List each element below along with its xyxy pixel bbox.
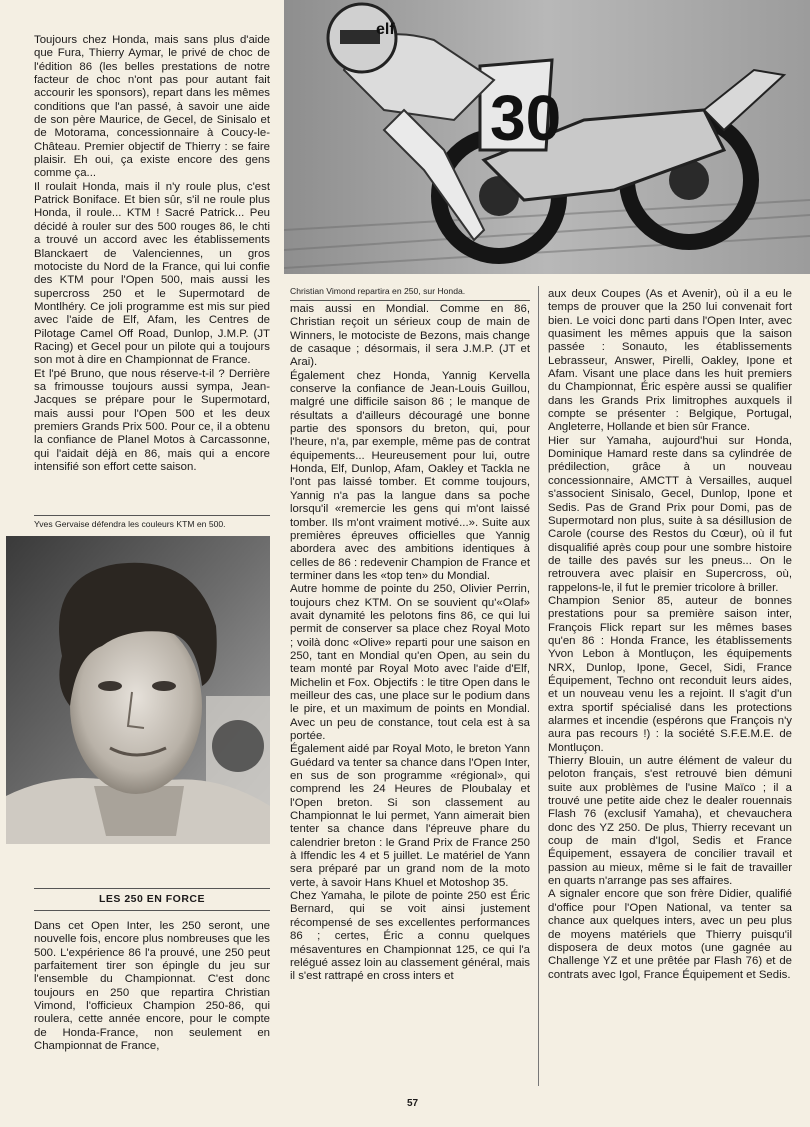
- paragraph: Champion Senior 85, auteur de bonnes prestations pour sa première saison inter, François Flick repart sur les mêmes bases qu'en 86 : Honda France, les établissements Yvon Lebon à Montluçon, les équipements NRX, Dunlop, Ipone, Gecel, Sidi, France Équipement, Techno ont reconduit leurs aides, et un nouveau venu les a rejoint. Il s'agit d'un extra sportif spécialisé dans les protections alarmes et incendie (espérons que François n'y aura pas recours !) : la société S.F.E.M.E. de Montluçon.: [548, 594, 792, 754]
- moto-caption: Christian Vimond repartira en 250, sur Honda.: [290, 286, 466, 296]
- paragraph: Thierry Blouin, un autre élément de valeur du peloton français, s'est retrouvé bien démuni suite aux problèmes de l'usine Maïco ; il a trouvé une petite aide chez le dealer rouennais Flash 76 (exclusif Yamaha), et chevauchera donc des YZ 250. De plus, Thierry recevant un coup de main d'Igol, Sedis et France Équipement, essayera de concilier travail et passion au mieux, même si le fait de travailler en quarts n'arrange pas ses affaires.: [548, 755, 792, 888]
- paragraph: Autre homme de pointe du 250, Olivier Perrin, toujours chez KTM. On se souvient qu'«Olaf» avait dynamité les pelotons fins 86, ce qui lui permit de conserver sa place chez Royal Moto ; voilà donc «Olive» reparti pour une saison en 250, tant en Mondial qu'en Open, au sein du team monté par Royal Moto avec l'aide d'Elf, Michelin et Fox. Objectifs : le titre Open dans le meilleur des cas, une place sur le podium dans le pire, et un maximum de points en Mondial. Avec un peu de constance, tout cela est à sa portée.: [290, 583, 530, 742]
- jersey-logo: elf: [376, 21, 395, 38]
- paragraph: Il roulait Honda, mais il n'y roule plus, c'est Patrick Boniface. Et bien sûr, s'il ne roule plus Honda, il roule... KTM ! Sacré Patrick... Peu décidé à rouler sur des 500 rouges 86, le chti a trouvé un accord avec les établissements Blanckaert de Valenciennes, un gros motociste du Nord de la France, qui lui confie des KTM pour l'Open 500, mais aussi les supercross 250 et le Supermotard de Montlhéry. Ce joli programme est mis sur pied avec l'aide de Elf, Afam, les Centres de Pilotage Camel Off Road, Dunlop, J.M.P. (JT Racing) et Gecel pour un pilote qui a toujours son mot à dire en Championnat de France.: [34, 180, 270, 367]
- article-column-1-bottom: [34, 920, 270, 1053]
- page-number: 57: [407, 1098, 419, 1109]
- caption-divider: [34, 515, 270, 516]
- paragraph: A signaler encore que son frère Didier, qualifié d'office pour l'Open National, va tenter sa chance aux quelques inters, avec un peu plus de moyens matériels que Thierry puisqu'il disposera de deux motos (une gagnée au Challenge YZ et une prêtée par Flash 76) et de contrats avec Igol, France Équipement et Sedis.: [548, 888, 792, 981]
- paragraph: Également chez Honda, Yannig Kervella conserve la confiance de Jean-Louis Guillou, malgré une difficile saison 86 ; le manque de résultats a d'ailleurs découragé une bonne partie des sponsors du breton, qui, pour l'heure, n'a, par exemple, même pas de contrat équipements... Heureusement pour lui, outre Honda, Elf, Dunlop, Afam, Oakley et Tackla ne l'ont pas laissé tomber. Et comme toujours, Yannig n'a pas la langue dans sa poche lorsqu'il «remercie les gens qui m'ont laissé tomber. Ils m'ont vraiment motivé...». Suite aux premières épreuves officielles que Yannig abordera avec des ambitions identiques à celles de 86 : redevenir Champion de France et terminer dans les «top ten» du Mondial.: [290, 369, 530, 582]
- paragraph: aux deux Coupes (As et Avenir), où il a eu le temps de prouver que la 250 lui convenait fort bien. Le voici donc parti dans l'Open Inter, avec quasiment les mêmes appuis que la saison passée : Sonauto, les établissements Lebrasseur, Answer, Pirelli, Oakley, Ipone et Afam. Visant une place dans les huit premiers du Championnat, Éric espère aussi se qualifier dans les Grands Prix limitrophes auxquels il compte se présenter : Belgique, Portugal, Angleterre, Hollande et bien sûr France.: [548, 288, 792, 434]
- paragraph: Dans cet Open Inter, les 250 seront, une nouvelle fois, encore plus nombreuses que les 500. L'expérience 86 l'a prouvé, une 250 peut parfaitement tirer son épingle du jeu sur l'ensemble du Championnat. C'est donc toujours en 250 que repartira Christian Vimond, l'officieux Champion 250-86, qui roulera, cette année encore, pour le compte de Honda-France, non seulement en Championnat de France,: [34, 920, 270, 1053]
- portrait-photo: [6, 536, 270, 844]
- column-divider: [538, 286, 539, 1086]
- section-title: LES 250 EN FORCE: [98, 893, 206, 905]
- number-plate: 30: [490, 82, 562, 154]
- article-column-1-top: [34, 34, 270, 474]
- moto-caption-rule: [290, 300, 530, 301]
- paragraph: Et l'pé Bruno, que nous réserve-t-il ? Derrière sa frimousse toujours aussi sympa, Jean-Jacques se prépare pour le Supermotard, mais aussi pour l'Open 500 et les deux premiers Grands Prix 500. Pour ce, il a obtenu la confiance de Planel Motos à Carcassonne, qui l'aidait déjà en 86, mais qui a encore intensifié son effort cette saison.: [34, 367, 270, 473]
- paragraph: Hier sur Yamaha, aujourd'hui sur Honda, Dominique Hamard reste dans sa cylindrée de prédilection, grâce à un nouveau concessionnaire, AMCTT à Versailles, auquel s'associent Sinisalo, Gecel, Dunlop, Ipone et Sedis. Pas de Grand Prix pour Domi, pas de Supermotard non plus, suite à sa désillusion de Carole (course des Restos du Cœur), où il fut disqualifié après coup pour une sombre histoire de taille des pavés sur les pneus... On le retrouvera avec plaisir en Supercross, où, rappelons-le, il fut le premier tricolore à briller.: [548, 434, 792, 594]
- article-column-2: [290, 303, 530, 984]
- portrait-caption: Yves Gervaise défendra les couleurs KTM en 500.: [34, 519, 226, 529]
- paragraph: Également aidé par Royal Moto, le breton Yann Guédard va tenter sa chance dans l'Open Inter, en sus de son programme «régional», qui comprend les 24 Heures de Ploubalay et l'Open breton. Si son classement au Championnat le lui permet, Yann aimerait bien tenter sa chance dans l'épreuve phare du calendrier breton : le Grand Prix de France 250 à Iffendic les 4 et 5 juillet. Le matériel de Yann sera préparé par un grand nom de la moto verte, à savoir Hans Khuel et Motoshop 35.: [290, 743, 530, 889]
- article-column-3: [548, 288, 792, 982]
- paragraph: mais aussi en Mondial. Comme en 86, Christian reçoit un sérieux coup de main de Winners, le motociste de Bezons, mais change de casaque ; désormais, il sera J.M.P. (JT et Arai).: [290, 303, 530, 369]
- motocross-photo: [284, 0, 810, 274]
- paragraph: Chez Yamaha, le pilote de pointe 250 est Éric Bernard, qui se voit ainsi justement récompensé de ses excellentes performances 86 ; certes, Éric a connu quelques mésaventures en Championnat 125, ce qui l'a relégué assez loin au classement général, mais il s'est rattrapé en cross inters et: [290, 890, 530, 983]
- motocross-illustration: [284, 0, 810, 274]
- paragraph: Toujours chez Honda, mais sans plus d'aide que Fura, Thierry Aymar, le privé de choc de l'édition 86 (les belles prestations de notre facteur de choc n'ont pas pour autant fait accourir les sponsors), repart dans les mêmes conditions que l'an passé, à savoir une aide de son père Maurice, de Gecel, de Sinisalo et de Motorama, concessionnaire à Coucy-le-Château. Premier objectif de Thierry : se faire plaisir. Eh oui, ça existe encore des gens comme ça...: [34, 34, 270, 180]
- section-rule-bottom: [34, 910, 270, 911]
- portrait-illustration: [6, 536, 270, 844]
